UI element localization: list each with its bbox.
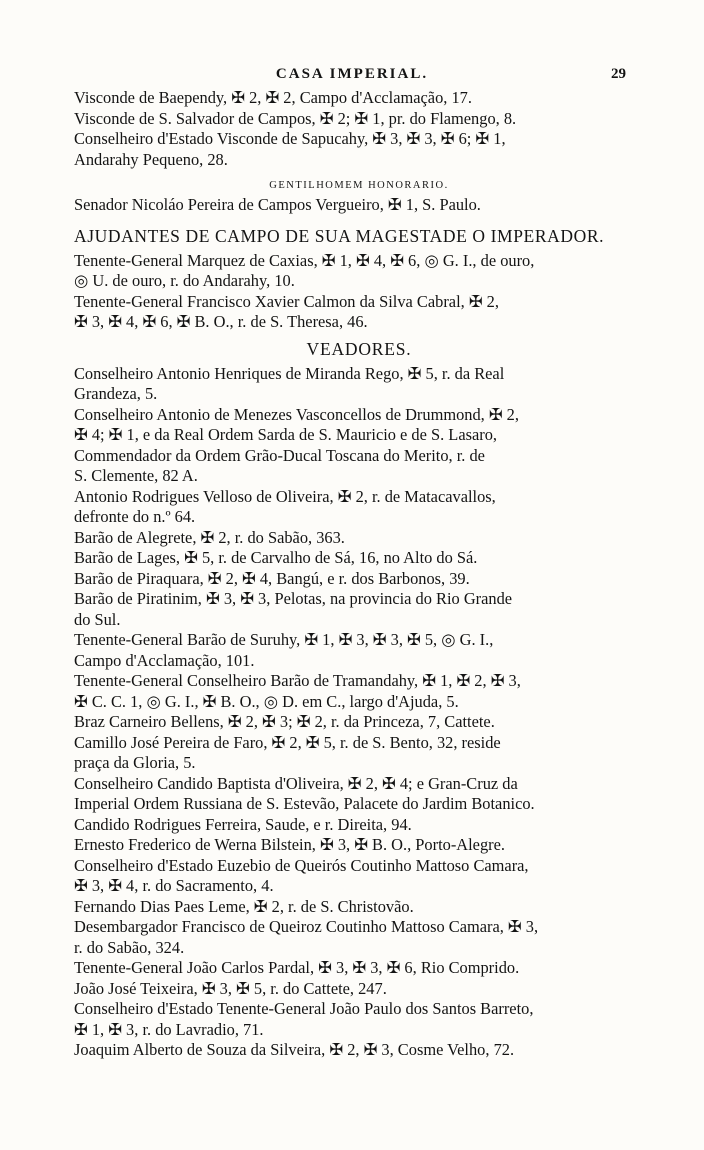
list-item bbox=[74, 712, 644, 733]
list-item bbox=[74, 129, 644, 170]
entry-line: Visconde de S. Salvador de Campos, ✠ 2; ✠ 1, pr. do Flamengo, 8. bbox=[74, 108, 517, 128]
entry-line: Conselheiro d'Estado Euzebio de Queirós Coutinho Mattoso Camara, bbox=[74, 855, 529, 875]
entry-line: ✠ C. C. 1, ◎ G. I., ✠ B. O., ◎ D. em C., largo d'Ajuda, 5. bbox=[74, 691, 459, 711]
entry-line: Barão de Alegrete, ✠ 2, r. do Sabão, 363. bbox=[74, 527, 345, 547]
entry-line: Andarahy Pequeno, 28. bbox=[74, 149, 228, 169]
entry-line: Ernesto Frederico de Werna Bilstein, ✠ 3, ✠ B. O., Porto-Alegre. bbox=[74, 835, 505, 854]
list-item bbox=[74, 630, 644, 671]
entry-line: praça da Gloria, 5. bbox=[74, 753, 196, 772]
list-item bbox=[74, 815, 644, 836]
list-item bbox=[74, 292, 644, 333]
list-item bbox=[74, 195, 644, 216]
list-item bbox=[74, 835, 644, 856]
list-item bbox=[74, 569, 644, 590]
subheading: GENTILHOMEM HONORARIO. bbox=[269, 180, 449, 191]
entry-line: Candido Rodrigues Ferreira, Saude, e r. Direita, 94. bbox=[74, 814, 412, 834]
entry-line: Senador Nicoláo Pereira de Campos Vergueiro, ✠ 1, S. Paulo. bbox=[74, 195, 481, 214]
page-body bbox=[74, 88, 644, 1061]
page-number: 29 bbox=[611, 66, 626, 82]
entry-line: Tenente-General João Carlos Pardal, ✠ 3, ✠ 3, ✠ 6, Rio Comprido. bbox=[74, 958, 520, 977]
entry-line: Tenente-General Francisco Xavier Calmon da Silva Cabral, ✠ 2, bbox=[74, 291, 499, 311]
entry-line: João José Teixeira, ✠ 3, ✠ 5, r. do Cattete, 247. bbox=[74, 978, 387, 998]
veadores-entries bbox=[74, 364, 644, 1061]
entry-line: ✠ 3, ✠ 4, ✠ 6, ✠ B. O., r. de S. Theresa, 46. bbox=[74, 312, 368, 331]
list-item bbox=[74, 251, 644, 292]
entry-line: Fernando Dias Paes Leme, ✠ 2, r. de S. Christovão. bbox=[74, 896, 414, 916]
entry-line: Tenente-General Barão de Suruhy, ✠ 1, ✠ 3, ✠ 3, ✠ 5, ◎ G. I., bbox=[74, 630, 494, 649]
entry-line: Desembargador Francisco de Queiroz Coutinho Mattoso Camara, ✠ 3, bbox=[74, 917, 539, 936]
entry-line: Conselheiro Antonio de Menezes Vasconcellos de Drummond, ✠ 2, bbox=[74, 404, 519, 424]
list-item bbox=[74, 589, 644, 630]
section-heading-ajudantes: AJUDANTES DE CAMPO DE SUA MAGESTADE O IMPERADOR. bbox=[74, 225, 605, 246]
entry-line: Camillo José Pereira de Faro, ✠ 2, ✠ 5, r. de S. Bento, 32, reside bbox=[74, 732, 501, 752]
opening-entries bbox=[74, 88, 644, 170]
list-item bbox=[74, 733, 644, 774]
list-item bbox=[74, 958, 644, 979]
entry-line: r. do Sabão, 324. bbox=[74, 937, 185, 957]
entry-line: Tenente-General Marquez de Caxias, ✠ 1, ✠ 4, ✠ 6, ◎ G. I., de ouro, bbox=[74, 250, 535, 270]
entry-line: Conselheiro d'Estado Tenente-General João Paulo dos Santos Barreto, bbox=[74, 999, 534, 1018]
list-item bbox=[74, 856, 644, 897]
entry-line: Tenente-General Conselheiro Barão de Tramandahy, ✠ 1, ✠ 2, ✠ 3, bbox=[74, 671, 521, 690]
list-item bbox=[74, 528, 644, 549]
list-item bbox=[74, 917, 644, 958]
entry-line: Barão de Piraquara, ✠ 2, ✠ 4, Bangú, e r. dos Barbonos, 39. bbox=[74, 568, 470, 588]
entry-line: Conselheiro d'Estado Visconde de Sapucahy, ✠ 3, ✠ 3, ✠ 6; ✠ 1, bbox=[74, 129, 506, 148]
list-item bbox=[74, 979, 644, 1000]
entry-line: ✠ 3, ✠ 4, r. do Sacramento, 4. bbox=[74, 876, 274, 895]
list-item bbox=[74, 774, 644, 815]
section-heading-veadores: VEADORES. bbox=[306, 338, 412, 359]
entry-line: ✠ 1, ✠ 3, r. do Lavradio, 71. bbox=[74, 1019, 264, 1039]
entry-line: do Sul. bbox=[74, 609, 121, 629]
page-header bbox=[0, 64, 704, 88]
list-item bbox=[74, 364, 644, 405]
list-item bbox=[74, 897, 644, 918]
running-title: CASA IMPERIAL. bbox=[275, 66, 429, 82]
entry-line: Commendador da Ordem Grão-Ducal Toscana do Merito, r. de bbox=[74, 445, 485, 465]
list-item bbox=[74, 999, 644, 1040]
list-item bbox=[74, 405, 644, 487]
entry-line: Conselheiro Candido Baptista d'Oliveira, ✠ 2, ✠ 4; e Gran-Cruz da bbox=[74, 773, 518, 793]
entry-line: Barão de Lages, ✠ 5, r. de Carvalho de Sá, 16, no Alto do Sá. bbox=[74, 548, 478, 567]
entry-line: Imperial Ordem Russiana de S. Estevão, Palacete do Jardim Botanico. bbox=[74, 794, 535, 813]
list-item bbox=[74, 671, 644, 712]
entry-line: Visconde de Baependy, ✠ 2, ✠ 2, Campo d'Acclamação, 17. bbox=[74, 88, 472, 107]
entry-line: Grandeza, 5. bbox=[74, 384, 158, 403]
entry-line: ◎ U. de ouro, r. do Andarahy, 10. bbox=[74, 271, 295, 290]
list-item bbox=[74, 548, 644, 569]
entry-line: defronte do n.º 64. bbox=[74, 507, 196, 526]
entry-line: Joaquim Alberto de Souza da Silveira, ✠ 2, ✠ 3, Cosme Velho, 72. bbox=[74, 1040, 515, 1059]
list-item bbox=[74, 88, 644, 109]
list-item bbox=[74, 1040, 644, 1061]
entry-line: Antonio Rodrigues Velloso de Oliveira, ✠ 2, r. de Matacavallos, bbox=[74, 486, 496, 506]
list-item bbox=[74, 109, 644, 130]
gentilhomem-entries bbox=[74, 195, 644, 216]
entry-line: ✠ 4; ✠ 1, e da Real Ordem Sarda de S. Mauricio e de S. Lasaro, bbox=[74, 425, 498, 444]
entry-line: Barão de Piratinim, ✠ 3, ✠ 3, Pelotas, na provincia do Rio Grande bbox=[74, 589, 513, 608]
ajudantes-entries bbox=[74, 251, 644, 333]
entry-line: Braz Carneiro Bellens, ✠ 2, ✠ 3; ✠ 2, r. da Princeza, 7, Cattete. bbox=[74, 712, 495, 731]
list-item bbox=[74, 487, 644, 528]
entry-line: Campo d'Acclamação, 101. bbox=[74, 650, 255, 670]
entry-line: Conselheiro Antonio Henriques de Miranda Rego, ✠ 5, r. da Real bbox=[74, 363, 505, 383]
entry-line: S. Clemente, 82 A. bbox=[74, 466, 198, 485]
